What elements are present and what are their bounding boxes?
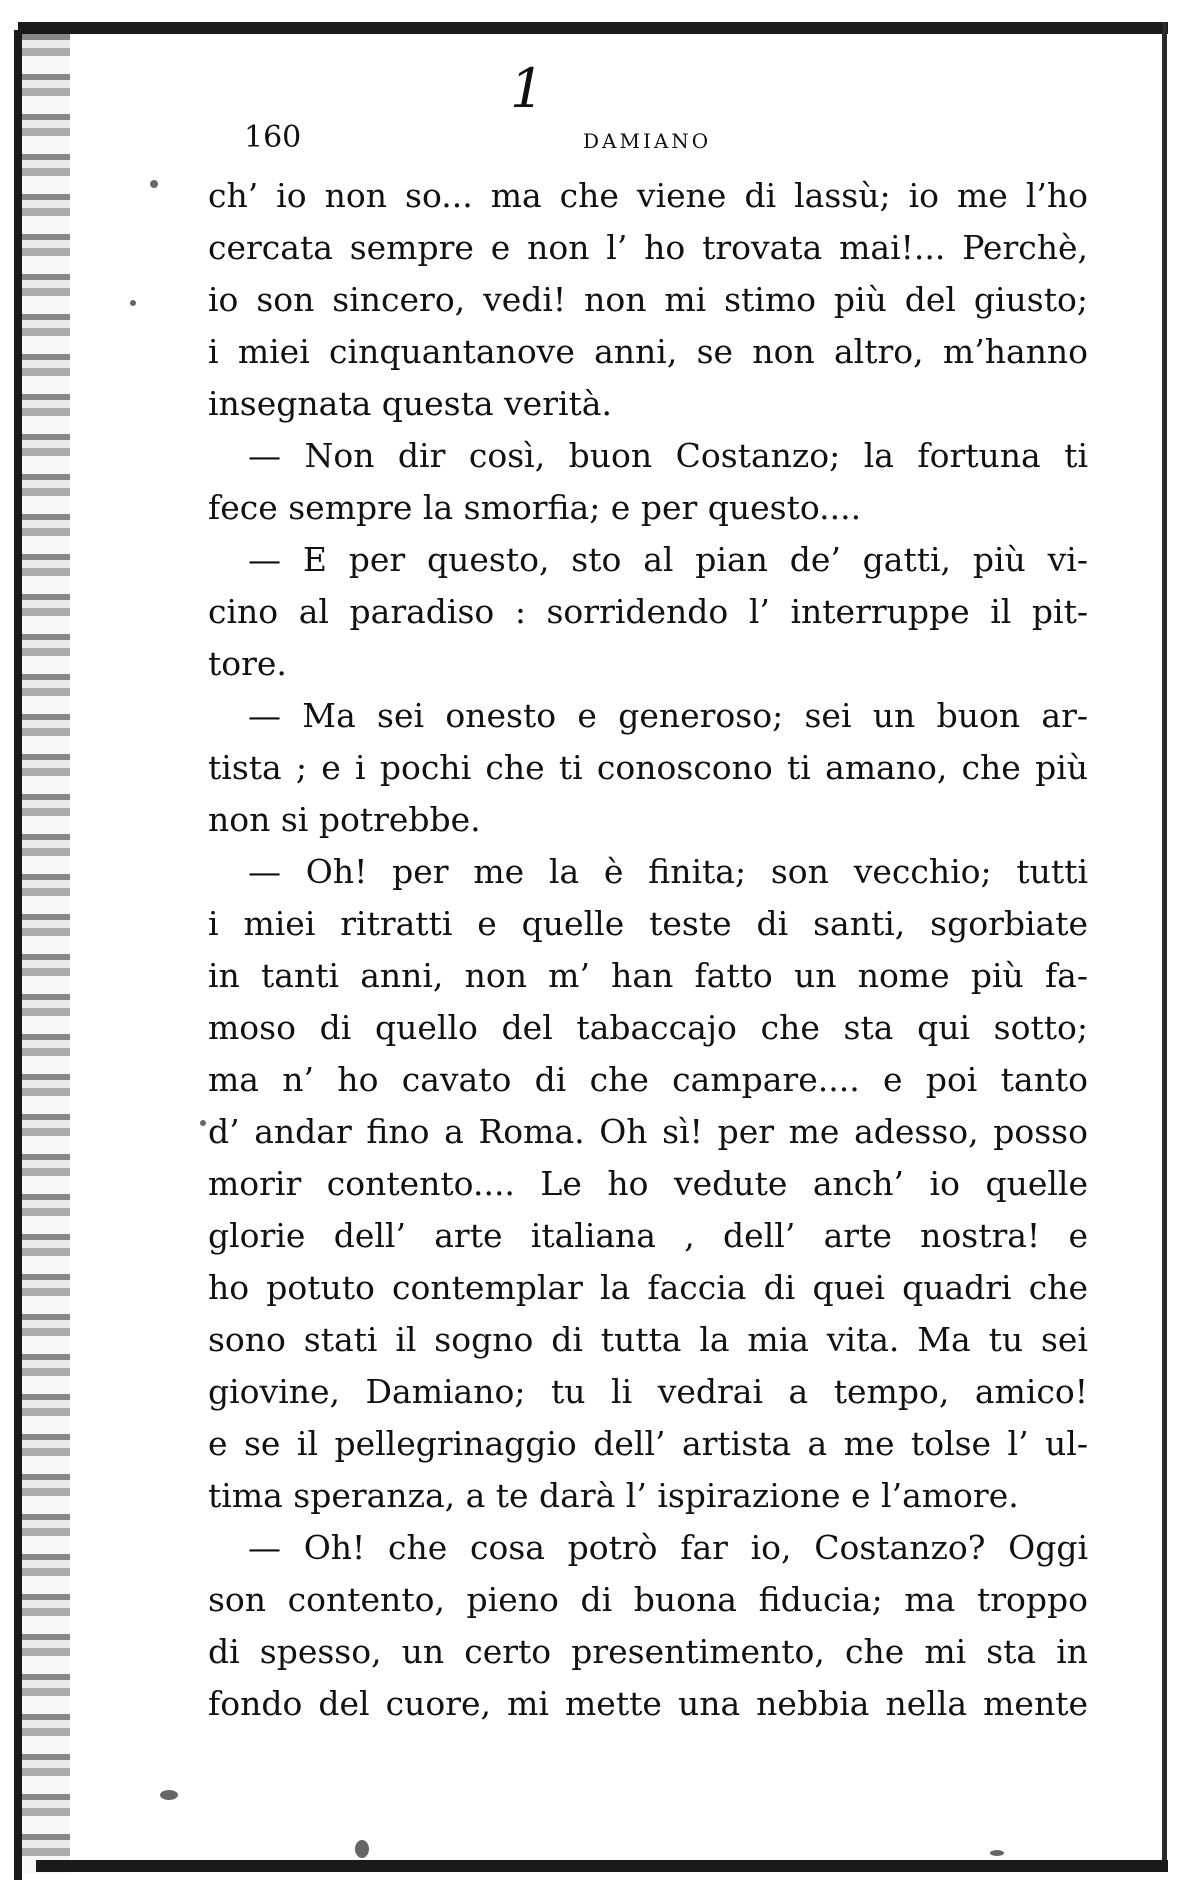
scan-speck (200, 1120, 206, 1126)
text-line: io son sincero, vedi! non mi stimo più del giusto; (208, 280, 1088, 319)
text-line: — Ma sei onesto e generoso; sei un buon ar- (248, 696, 1088, 735)
text-line: ma n’ ho cavato di che campare.... e poi tanto (208, 1060, 1088, 1099)
text-line: giovine, Damiano; tu li vedrai a tempo, amico! (208, 1372, 1088, 1411)
top-page-edge (18, 22, 1168, 34)
text-line: — E per questo, sto al pian de’ gatti, più vi- (248, 540, 1088, 579)
body-text (208, 170, 1088, 1730)
left-binding-edge (14, 30, 22, 1880)
text-line: cino al paradiso : sorridendo l’ interruppe il pit- (208, 592, 1088, 631)
text-line: ch’ io non so... ma che viene di lassù; io me l’ho (208, 176, 1088, 215)
text-line: i miei ritratti e quelle teste di santi, sgorbiate (208, 904, 1088, 943)
text-line: glorie dell’ arte italiana , dell’ arte nostra! e (208, 1216, 1088, 1255)
scan-speck (160, 1790, 178, 1800)
text-line: e se il pellegrinaggio dell’ artista a me tolse l’ ul- (208, 1424, 1088, 1463)
text-line: insegnata questa verità. (208, 384, 612, 423)
scan-speck (130, 300, 136, 306)
text-line: — Oh! per me la è finita; son vecchio; tutti (248, 852, 1088, 891)
text-line: in tanti anni, non m’ han fatto un nome più fa- (208, 956, 1088, 995)
text-line: tista ; e i pochi che ti conoscono ti amano, che più (208, 748, 1088, 787)
scan-speck (990, 1850, 1004, 1856)
text-line: cercata sempre e non l’ ho trovata mai!... Perchè, (208, 228, 1088, 267)
text-line: i miei cinquantanove anni, se non altro, m’hanno (208, 332, 1088, 371)
right-page-edge (1162, 22, 1167, 1862)
text-line: fondo del cuore, mi mette una nebbia nella mente (208, 1684, 1088, 1723)
text-line: d’ andar fino a Roma. Oh sì! per me adesso, posso (208, 1112, 1088, 1151)
text-line: di spesso, un certo presentimento, che mi sta in (208, 1632, 1088, 1671)
text-line: sono stati il sogno di tutta la mia vita. Ma tu sei (208, 1320, 1088, 1359)
text-line: fece sempre la smorfia; e per questo.... (208, 488, 862, 527)
text-line: tore. (208, 644, 287, 683)
text-line: — Oh! che cosa potrò far io, Costanzo? Oggi (248, 1528, 1088, 1567)
running-title: DAMIANO (583, 129, 712, 153)
text-line: ho potuto contemplar la faccia di quei quadri che (208, 1268, 1088, 1307)
handwritten-page-mark: 1 (510, 57, 545, 120)
text-line: son contento, pieno di buona fiducia; ma troppo (208, 1580, 1088, 1619)
text-line: tima speranza, a te darà l’ ispirazione e l’amore. (208, 1476, 1019, 1515)
bottom-page-edge (36, 1860, 1168, 1872)
scan-speck (150, 180, 158, 188)
scan-speck (355, 1840, 369, 1858)
page-number: 160 (244, 120, 302, 155)
text-line: non si potrebbe. (208, 800, 481, 839)
page-header (0, 120, 1199, 160)
text-line: moso di quello del tabaccajo che sta qui sotto; (208, 1008, 1088, 1047)
binding-shadow (18, 34, 70, 1874)
text-line: morir contento.... Le ho vedute anch’ io quelle (208, 1164, 1088, 1203)
text-line: — Non dir così, buon Costanzo; la fortuna ti (248, 436, 1088, 475)
